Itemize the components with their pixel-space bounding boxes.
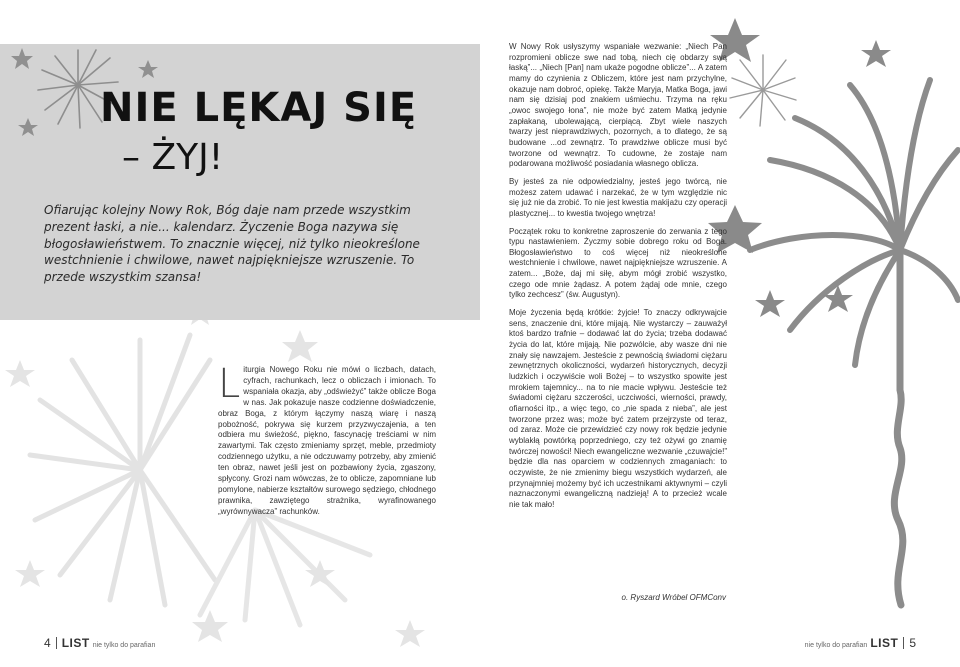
drop-cap: L bbox=[218, 361, 241, 407]
article-lead: Ofiarując kolejny Nowy Rok, Bóg daje nam przede wszystkim prezent łaski, a nie... kalendarz. Życzenie Boga nazywa się błogosławieństwem. To znacznie więcej, niż tylko nieokreślone westchnienie i chwilowe, nawet najpiękniejsze wzruszenie. To przede wszystkim szansa! bbox=[44, 203, 420, 285]
author-signature: o. Ryszard Wróbel OFMConv bbox=[621, 593, 726, 602]
magazine-brand-left: LIST bbox=[61, 636, 90, 650]
page-number-right: 5 bbox=[909, 636, 916, 650]
paragraph: Początek roku to konkretne zaproszenie do zerwania z tego typu nastawieniem. Życzmy sobie dobrego roku od Boga. Błogosławieństwo to coś więcej niż nieokreślone westchnienie i chwilowe, nawet najpiękniejsze wzruszenie. A zatem... „Boże, daj mi siłę, abym mógł zrobić wszystko, czego ode mnie żądasz. A potem żądaj ode mnie, czego tylko zechcesz” (św. Augustyn). bbox=[509, 226, 727, 300]
article-body-right bbox=[509, 42, 727, 518]
magazine-tagline-left: nie tylko do parafian bbox=[92, 642, 156, 649]
magazine-brand-right: LIST bbox=[870, 636, 899, 650]
article-subheadline: – ŻYJ! bbox=[122, 137, 224, 178]
page-number-left: 4 bbox=[44, 636, 51, 650]
article-headline: NIE LĘKAJ SIĘ bbox=[100, 85, 418, 131]
magazine-tagline-right: nie tylko do parafian bbox=[804, 642, 868, 649]
article-body-text: iturgia Nowego Roku nie mówi o liczbach, datach, cyfrach, rachunkach, lecz o obliczach i imionach. To wspaniała okazja, aby „odświeżyć” także oblicze Boga w nas. Jak pokazuje nasze codzienne doświadczenie, obraz Boga, z którym łączymy naszą wiarę i naszą pobożność, pokrywa się kurzem przyzwyczajenia, a ten odbiera mu świeżość, piękno, fascynację treściami w nim zawartymi. Tak często zmieniamy sprzęt, meble, przedmioty codziennego użytku, a nie odczuwamy potrzeby, aby zmienić ten obraz, nawet jeśli jest on pozbawiony życia, zgaszony, spłycony. Grozi nam wówczas, że to oblicze, zapomniane lub pomylone, nabierze kształtów surowego sędziego, chłodnego prawnika, zawziętego strażnika, wyrafinowanego „wyrównywacza” rachunków. bbox=[218, 365, 436, 516]
paragraph: W Nowy Rok usłyszymy wspaniałe wezwanie: „Niech Pan rozpromieni oblicze swe nad tobą, niech cię obdarzy swą łaską”... „Niech [Pan] nam ukaże pogodne oblicze”... A zatem mamy do czynienia z Obliczem, które jest nam przychylne, okazuje nam dobroć, opiekę. Także Maryja, Matka Boga, jawi nam się dzisiaj pod znakiem uśmiechu. Trzyma na ręku „owoc swojego łona”, nie może być zatem Matką jedynie zapłakaną, ubolewającą, cierpiącą. Zbyt wiele naszych twarzy jest nieprawdziwych, pozornych, a to dlatego, że są budowane ...od zewnątrz. To prawdziwe oblicze musi być tworzone od wewnątrz. To cudowne, że zostaje nam podarowana możliwość posiadania własnego oblicza. bbox=[509, 42, 727, 169]
footer-right bbox=[802, 634, 916, 652]
paragraph: By jesteś za nie odpowiedzialny, jesteś jego twórcą, nie możesz zatem udawać i narzekać, że w tym względzie nic się już nie da zrobić. To nie jest kwestia makijażu czy operacji plastycznej... to kwestia twojego wnętrza! bbox=[509, 176, 727, 218]
article-body-left bbox=[218, 361, 436, 518]
footer-divider bbox=[56, 637, 57, 649]
paragraph: Moje życzenia będą krótkie: żyjcie! To znaczy odkrywajcie sens, znaczenie dni, które mijają. Nie wystarczy – zauważył ktoś bardzo trafnie – dodawać lat do życia; trzeba dodawać życia do lat, które mijają. Nie pozwólcie, aby wasze dni nie znały się nawzajem. Jesteście z pewnością świadomi ciężaru zewnętrznych okoliczności, wydarzeń historycznych, decyzji ludzkich i oczywiście woli Bożej – to wszystko spowite jest mrokiem tajemnicy... na to nie macie wpływu. Jesteście też świadomi ciężaru szczerości, uczciwości, wierności, prawdy, ofiarności itp., a więc tego, co „nie spada z nieba”, ale jest tworzone przez was; może być zatem przejrzyste od teraz, od zaraz. Może cie przewidzieć czy nowy rok będzie jedynie wyblakłą powtórką poprzedniego, czy też ożywi go znamię twórczej nowości! Niech ewangeliczne wezwanie „czuwajcie!” będzie dla nas oparciem w codziennych zmaganiach: to oczywiste, że nie zmienimy biegu wszystkich wydarzeń, ale przynajmniej możemy być ich uczestnikami aktywnymi – czyli naznaczonymi ewangeliczną nadzieją! A to przecież wcale nie tak mało! bbox=[509, 308, 727, 509]
footer-left bbox=[44, 634, 158, 652]
footer-divider bbox=[903, 637, 904, 649]
